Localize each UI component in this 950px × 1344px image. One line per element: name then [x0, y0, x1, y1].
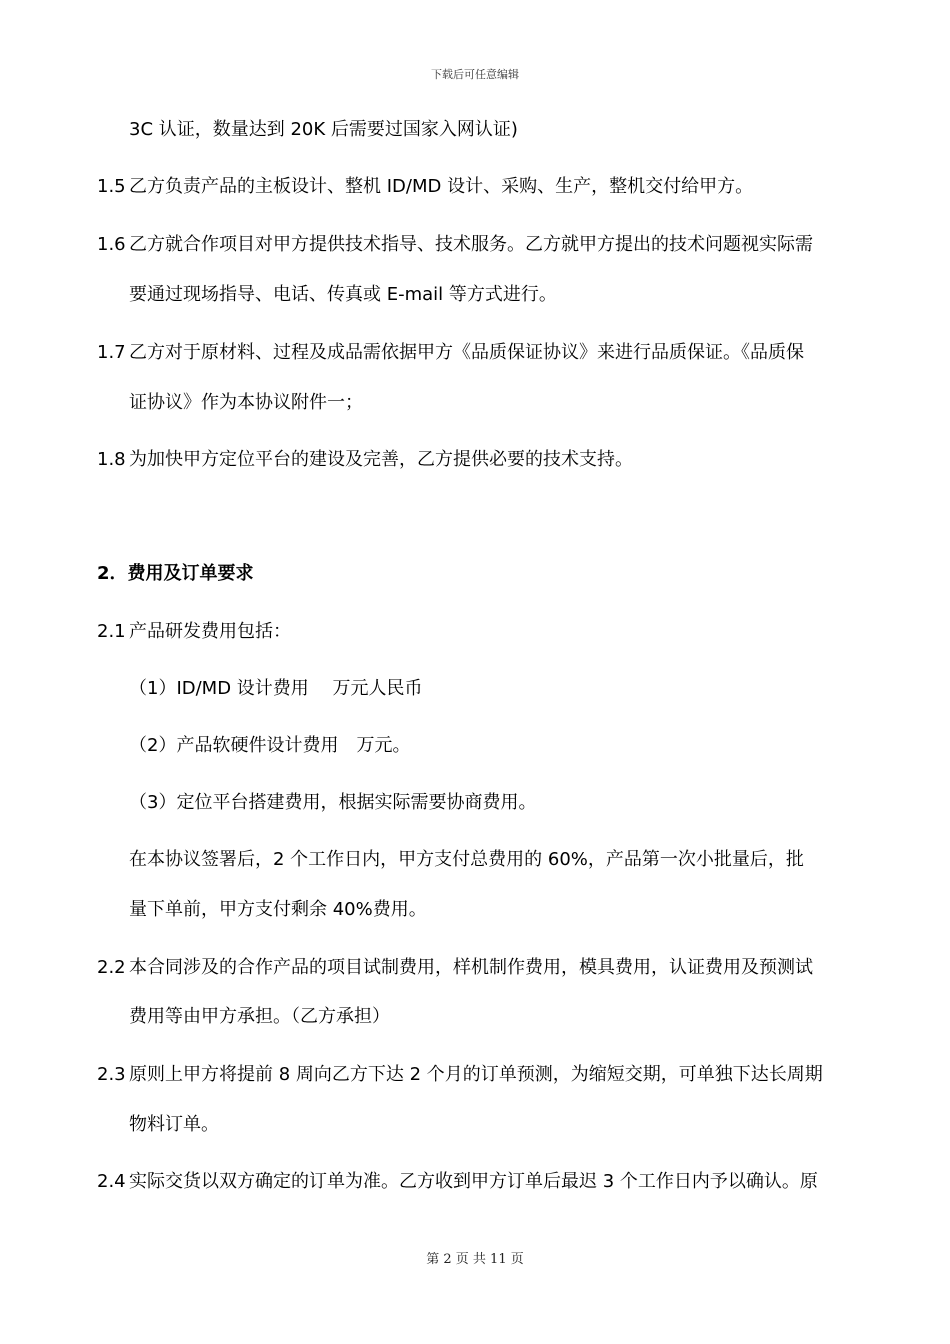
clause-number: 2.4 [97, 1171, 126, 1192]
clause-number: 1.6 [97, 234, 126, 255]
clause-number: 2.3 [97, 1064, 126, 1085]
clause-number: 2.2 [97, 957, 126, 978]
clause-2-1 [97, 620, 291, 644]
line-3c-continuation: 3C 认证，数量达到 20K 后需要过国家入网认证) [129, 119, 518, 140]
clause-1-7-continuation: 证协议》作为本协议附件一； [129, 392, 363, 413]
clause-text: 乙方负责产品的主板设计、整机 ID/MD 设计、采购、生产，整机交付给甲方。 [129, 176, 754, 197]
clause-number: 1.7 [97, 342, 126, 363]
payment-terms: 在本协议签署后，2 个工作日内，甲方支付总费用的 60%，产品第一次小批量后，批 [129, 849, 804, 870]
clause-text: 本合同涉及的合作产品的项目试制费用，样机制作费用，模具费用，认证费用及预测试 [129, 957, 813, 978]
fee-item-2: （2）产品软硬件设计费用 万元。 [129, 735, 411, 756]
clause-1-7 [97, 341, 804, 365]
clause-number: 2.1 [97, 621, 126, 642]
fee-item-1: （1）ID/MD 设计费用 万元人民币 [129, 678, 423, 699]
clause-2-4 [97, 1170, 818, 1194]
clause-text: 乙方就合作项目对甲方提供技术指导、技术服务。乙方就甲方提出的技术问题视实际需 [129, 234, 813, 255]
clause-text: 产品研发费用包括： [129, 621, 291, 642]
fee-item-3: （3）定位平台搭建费用，根据实际需要协商费用。 [129, 792, 537, 813]
section-heading-2: 2．费用及订单要求 [97, 563, 254, 584]
clause-2-3 [97, 1063, 823, 1087]
clause-1-6-continuation: 要通过现场指导、电话、传真或 E-mail 等方式进行。 [129, 284, 557, 305]
clause-text: 为加快甲方定位平台的建设及完善，乙方提供必要的技术支持。 [129, 449, 633, 470]
clause-2-2 [97, 956, 813, 980]
page-header: 下载后可任意编辑 [431, 68, 519, 81]
clause-2-3-continuation: 物料订单。 [129, 1114, 219, 1135]
clause-1-5 [97, 175, 753, 199]
clause-number: 1.5 [97, 176, 126, 197]
clause-2-2-continuation: 费用等由甲方承担。（乙方承担） [129, 1006, 390, 1027]
clause-text: 实际交货以双方确定的订单为准。乙方收到甲方订单后最迟 3 个工作日内予以确认。原 [129, 1171, 818, 1192]
clause-text: 乙方对于原材料、过程及成品需依据甲方《品质保证协议》来进行品质保证。《品质保 [129, 342, 804, 363]
page-footer: 第 2 页 共 11 页 [426, 1252, 524, 1267]
clause-1-8 [97, 448, 633, 472]
payment-terms-continuation: 量下单前，甲方支付剩余 40%费用。 [129, 899, 427, 920]
clause-text: 原则上甲方将提前 8 周向乙方下达 2 个月的订单预测，为缩短交期，可单独下达长周期 [129, 1064, 823, 1085]
clause-number: 1.8 [97, 449, 126, 470]
clause-1-6 [97, 233, 813, 257]
